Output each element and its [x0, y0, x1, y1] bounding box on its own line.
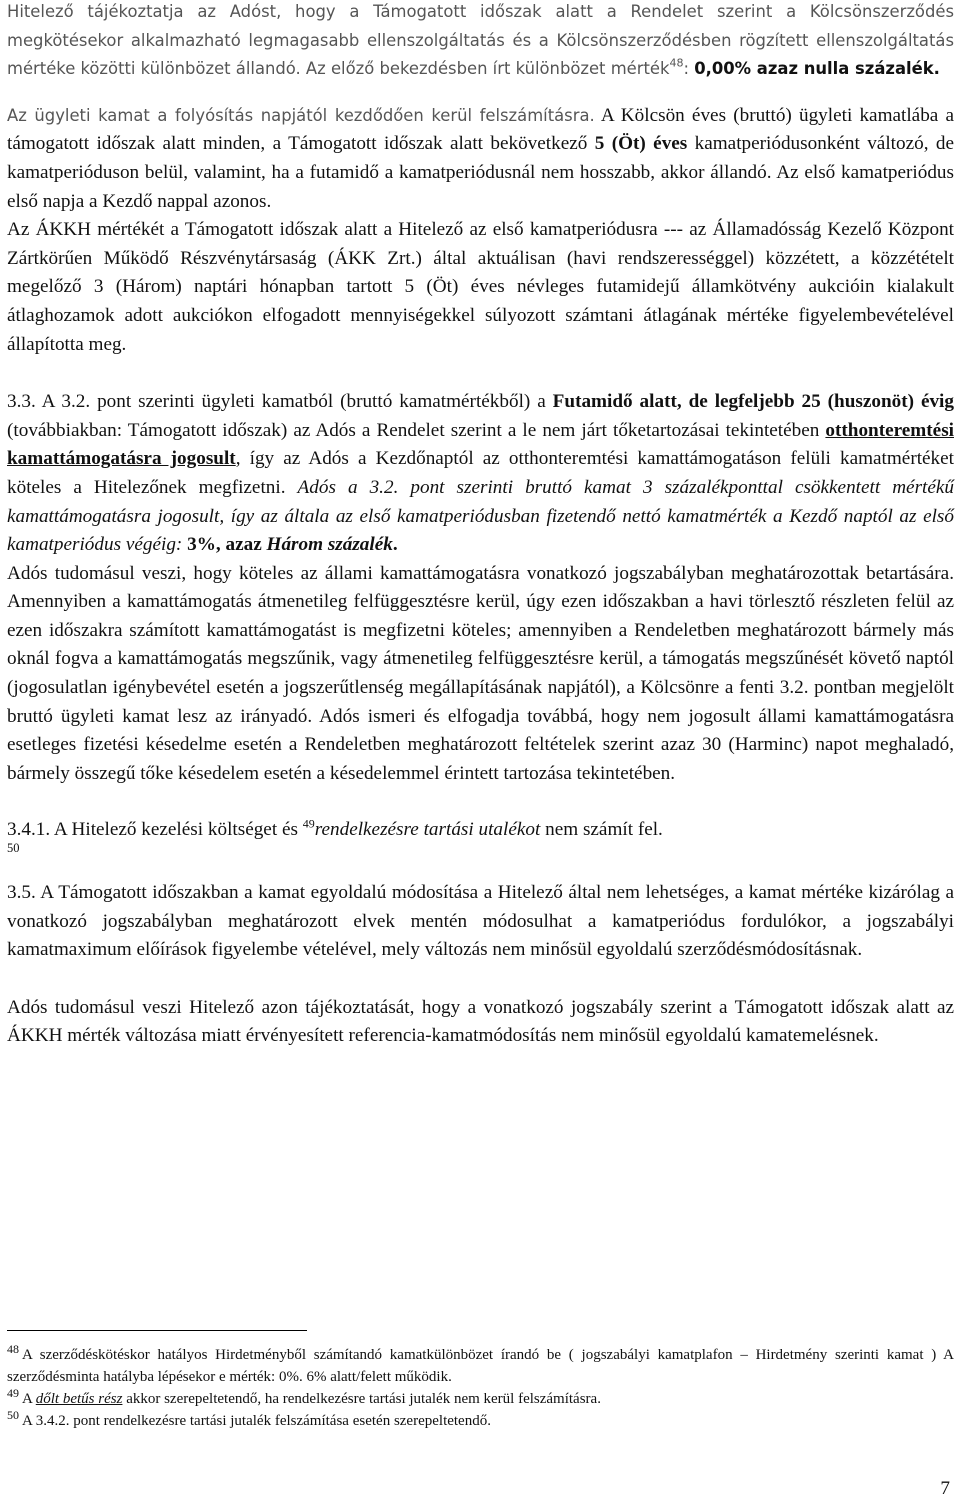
paragraph-text: . — [392, 534, 398, 556]
footnote-ref-50[interactable]: 50 — [7, 841, 20, 856]
period-length: 5 (Öt) éves — [594, 133, 688, 155]
paragraph-interest — [7, 102, 954, 216]
footnote-number: 48 — [7, 1342, 19, 1356]
paragraph-3-5: 3.5. A Támogatott időszakban a kamat egyoldalú módosítása a Hitelező által nem lehetséges, a kamat mértéke kizárólag a vonatkozó jogszabályban meghatározott elvek mentén módosulhat a kamatperiódus fordulókor, a jogszabályi kamatmaximum előírások figyelembe vételével, mely változás nem minősül egyoldalú szerződésmódosításnak. — [7, 882, 954, 961]
paragraph-text: nem számít fel. — [540, 819, 663, 841]
page-number: 7 — [940, 1478, 950, 1499]
italic-clause: rendelkezésre tartási utalékot — [314, 819, 541, 841]
subsidy-entitlement: otthonteremtési kamattámogatásra jogosult — [7, 419, 954, 470]
italic-clause: Adós a 3.2. pont szerinti bruttó kamat 3 százalékponttal csökkentett mértékű kamattámogatásra jogosult, így az általa az első kamatperiódusban fizetendő nettó kamatmérték a Kezdő naptól az első kamatperiódus végéig: — [7, 476, 954, 556]
footnote-49 — [7, 1388, 954, 1410]
footnote-italic: dőlt betűs rész — [35, 1391, 123, 1407]
subsidy-duration: Futamidő alatt, de legfeljebb 25 (huszonöt) évig — [552, 391, 954, 413]
footnotes — [7, 1344, 954, 1432]
difference-value: 0,00% azaz nulla százalék. — [694, 59, 940, 79]
footnote-text: A 3.4.2. pont rendelkezésre tartási jutalék felszámítása esetén szerepeltetendő. — [22, 1413, 491, 1429]
footnote-separator — [7, 1330, 307, 1331]
footnote-number: 49 — [7, 1386, 19, 1400]
footnote-48 — [7, 1344, 954, 1388]
footnote-text: A szerződéskötéskor hatályos Hirdetményből számítandó kamatkülönbözet írandó be ( jogszabályi kamatplafon – Hirdetmény szerinti kamat ) A szerződésminta hatályba lépésekor e mérték: 0%. 6% alatt/felett működik. — [7, 1347, 954, 1385]
paragraph-text: kamatperiódusonként változó, de kamatperióduson belül, valamint, ha a futamidő a kamatperiódusnál nem hosszabb, akkor állandó. Az első kamatperiódus első napja a Kezdő nappal azonos. — [7, 133, 954, 212]
paragraph-referencia: Adós tudomásul veszi Hitelező azon tájékoztatását, hogy a vonatkozó jogszabály szerint a Támogatott időszak alatt az ÁKKH mérték változása miatt érvényesített referencia-kamatmódosítás nem minősül egyoldalú kamatemelésnek. — [7, 996, 954, 1047]
net-rate-words: Három százalék — [266, 534, 393, 556]
paragraph-text: (továbbiakban: Támogatott időszak) az Adós a Rendelet szerint a le nem járt tőketartozásai tekintetében — [7, 419, 826, 441]
paragraph-subsidy-terms: Adós tudomásul veszi, hogy köteles az állami kamattámogatásra vonatkozó jogszabályban meghatározottak betartására. Amennyiben a kamattámogatás átmenetileg felfüggesztésre kerül, úgy ezen időszakban a havi törlesztő részleten felül az ezen időszakra számított kamattámogatást is megfizetni köteles; amennyiben a Rendeletben meghatározott bármely más oknál fogva a kamattámogatás megszűnik, vagy átmenetileg felfüggesztésre kerül, a támogatás megszűnését követő naptól (jogosulatlan igénybevétel esetén a jogszerűtlenség megállapításának napjától), a Kölcsönre a fenti 3.2. pontban megjelölt bruttó ügyleti kamat lesz az irányadó. Adós ismeri és elfogadja továbbá, hogy nem jogosult állami kamattámogatásra esetleges fizetési késedelme esetén a Rendeletben meghatározott feltételek szerint azaz 30 (Harminc) napot meghaladó, bármely összegű tőke késedelem esetén a késedelemmel érintett tartozása tekintetében. — [7, 562, 954, 784]
body-text — [7, 0, 954, 1051]
footnote-ref-49[interactable]: 49 — [302, 817, 315, 832]
paragraph-akkh: Az ÁKKH mértékét a Támogatott időszak alatt a Hitelező az első kamatperiódusra --- az Államadósság Kezelő Központ Zártkörűen Működő Részvénytársaság (ÁKK Zrt.) által aktuálisan (havi rendszerességgel) közzétett, a közzétételt megelőző 3 (Három) naptári hónapban tartott 5 (Öt) éves névleges futamidejű államkötvény aukcióin kialakult átlaghozamok adott aukciókon elfogadott mennyiségekkel súlyozott számtani átlagának mértéke figyelembevételével állapította meg. — [7, 219, 954, 355]
footnote-text: A — [22, 1391, 36, 1407]
paragraph-text: Hitelező tájékoztatja az Adóst, hogy a Támogatott időszak alatt a Rendelet szerint a Kölcsönszerződés megkötésekor alkalmazható legmagasabb ellenszolgáltatás és a Kölcsönszerződésben rögzített ellenszolgáltatás mértéke közötti különbözet állandó. Az előző bekezdésben írt különbözet mérték — [7, 2, 954, 79]
paragraph-difference — [7, 0, 954, 84]
footnote-ref-48[interactable]: 48 — [669, 56, 684, 70]
paragraph-text: 3.3. A 3.2. pont szerinti ügyleti kamatból (bruttó kamatmértékből) a — [7, 391, 553, 413]
paragraph-3-4-1 — [7, 816, 954, 857]
footnote-text: akkor szerepeltetendő, ha rendelkezésre tartási jutalék nem kerül felszámításra. — [122, 1391, 601, 1407]
paragraph-text: 3.4.1. A Hitelező kezelési költséget és — [7, 819, 303, 841]
paragraph-3-3 — [7, 388, 954, 560]
net-rate: 3%, azaz — [182, 534, 267, 556]
footnote-50 — [7, 1410, 954, 1432]
paragraph-text: , így az Adós a Kezdőnaptól az otthonteremtési kamattámogatáson felüli kamatmértéket köteles a Hitelezőnek megfizetni. — [7, 448, 954, 498]
footnote-number: 50 — [7, 1408, 19, 1422]
paragraph-text: Az ügyleti kamat a folyósítás napjától kezdődően kerül felszámításra. — [7, 105, 595, 125]
paragraph-text: : — [683, 59, 695, 79]
paragraph-text: A Kölcsön éves (bruttó) ügyleti kamatlába a támogatott időszak alatt minden, a Támogatott időszak alatt bekövetkező — [7, 104, 954, 155]
